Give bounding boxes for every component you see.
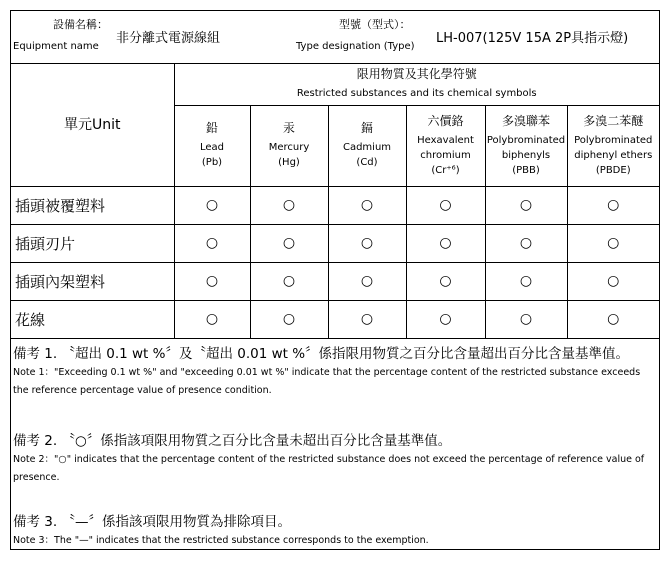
header-section (11, 11, 659, 64)
table-row (11, 262, 659, 300)
presence-mark: ○ (567, 262, 659, 300)
note-3-en: Note 3：The "—" indicates that the restricted substance corresponds to the exemption. (13, 535, 429, 546)
presence-mark: ○ (485, 262, 567, 300)
row-unit-name: 插頭內架塑料 (11, 262, 174, 300)
presence-mark: ○ (485, 224, 567, 262)
presence-mark: ○ (250, 300, 328, 338)
note-2-zh: 備考 2. 〝○〞係指該項限用物質之百分比含量未超出百分比含量基準值。 (13, 433, 452, 449)
substance-symbol: (PBDE) (595, 164, 631, 176)
substance-name-en-line1: Hexavalent (417, 134, 474, 146)
substance-name-en-line1: Polybrominated (574, 134, 653, 146)
type-designation-label-zh: 型號（型式）： (339, 18, 411, 31)
substance-name-en-line1: Polybrominated (486, 134, 566, 146)
substance-name-zh: 鉛 (205, 121, 218, 135)
presence-mark: ○ (174, 186, 250, 224)
restricted-substances-table (11, 63, 659, 339)
presence-mark: ○ (567, 300, 659, 338)
substance-name-en: Cadmium (342, 142, 392, 153)
table-row (11, 300, 659, 338)
presence-mark: ○ (328, 186, 406, 224)
equipment-name-value: 非分離式電源線組 (116, 31, 221, 46)
presence-mark: ○ (174, 224, 250, 262)
presence-mark: ○ (485, 300, 567, 338)
substance-name-en-line2: biphenyls (501, 149, 551, 161)
presence-mark: ○ (328, 262, 406, 300)
substance-symbol: (Hg) (278, 157, 300, 168)
substances-group-title-en: Restricted substances and its chemical symbols (296, 87, 537, 99)
substances-group-title-zh: 限用物質及其化學符號 (356, 66, 477, 81)
substance-symbol: (Cr⁺⁶) (431, 164, 460, 176)
substance-name-zh: 六價鉻 (427, 113, 464, 128)
presence-mark: ○ (328, 224, 406, 262)
presence-mark: ○ (250, 262, 328, 300)
row-unit-name: 插頭被覆塑料 (11, 186, 174, 224)
row-unit-name: 花線 (11, 300, 174, 338)
substance-name-en-line2: diphenyl ethers (574, 149, 653, 161)
table-row (11, 224, 659, 262)
note-2-en: Note 2："○" indicates that the percentage content of the restricted substance does not exceed the percentage of reference value of presence. (13, 454, 645, 483)
presence-mark: ○ (250, 224, 328, 262)
row-unit-name: 插頭刃片 (11, 224, 174, 262)
substance-header-cadmium (328, 105, 406, 186)
substance-header-lead (174, 105, 250, 186)
presence-mark: ○ (406, 186, 485, 224)
presence-mark: ○ (174, 262, 250, 300)
substance-name-en-line2: chromium (420, 149, 471, 161)
substance-symbol: (Pb) (201, 157, 223, 168)
presence-mark: ○ (485, 186, 567, 224)
substance-symbol: (Cd) (356, 157, 378, 168)
unit-header: 單元Unit (11, 63, 174, 186)
note-3-zh: 備考 3. 〝—〞係指該項限用物質為排除項目。 (13, 514, 291, 530)
presence-mark: ○ (406, 224, 485, 262)
type-designation-label-en: Type designation (Type) (296, 41, 415, 52)
presence-mark: ○ (174, 300, 250, 338)
note-1-en: Note 1："Exceeding 0.1 wt %" and "exceeding 0.01 wt %" indicate that the percentage content of the restricted substance exceeds the reference percentage value of presence condition. (13, 367, 641, 396)
table-row (11, 186, 659, 224)
presence-mark: ○ (567, 224, 659, 262)
presence-mark: ○ (567, 186, 659, 224)
note-1-zh: 備考 1. 〝超出 0.1 wt %〞及〝超出 0.01 wt %〞係指限用物質之百分比含量超出百分比含量基準值。 (13, 346, 630, 362)
presence-mark: ○ (328, 300, 406, 338)
equipment-name-label-zh: 設備名稱： (53, 18, 108, 31)
equipment-name-label-en: Equipment name (13, 41, 99, 52)
substance-name-zh: 多溴聯苯 (501, 113, 550, 128)
presence-mark: ○ (406, 262, 485, 300)
substance-header-mercury (250, 105, 328, 186)
substance-header-pbb (485, 105, 567, 186)
substance-name-zh: 汞 (282, 121, 295, 135)
type-designation-value: LH-007(125V 15A 2P具指示燈) (436, 31, 629, 46)
substance-name-en: Lead (199, 142, 225, 153)
substance-header-hexavalent-chromium (406, 105, 485, 186)
substance-name-zh: 鎘 (360, 121, 373, 135)
presence-mark: ○ (406, 300, 485, 338)
presence-mark: ○ (250, 186, 328, 224)
substances-group-header (174, 63, 659, 105)
substance-header-pbde (567, 105, 659, 186)
substance-name-en: Mercury (268, 142, 310, 153)
substance-symbol: (PBB) (512, 164, 540, 176)
substance-name-zh: 多溴二苯醚 (583, 113, 644, 128)
rohs-declaration-sheet (10, 10, 660, 550)
